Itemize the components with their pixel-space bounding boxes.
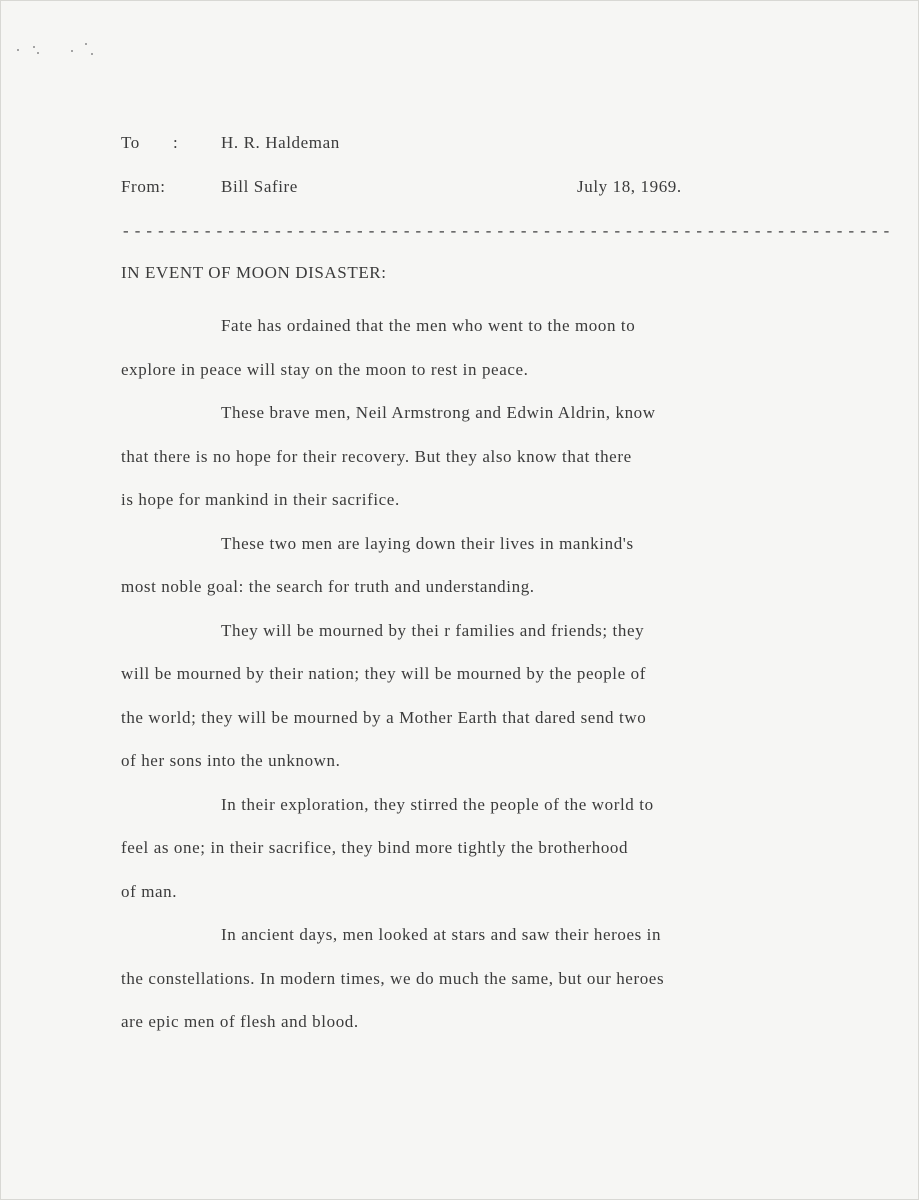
memo-heading: IN EVENT OF MOON DISASTER: (121, 263, 387, 282)
to-recipient: H. R. Haldeman (221, 133, 340, 152)
text-line: In their exploration, they stirred the people of the world to (221, 794, 654, 814)
separator-line: ------------------------------------------------------------------ (121, 223, 894, 241)
text-line: the world; they will be mourned by a Mother Earth that dared send two (121, 707, 647, 727)
to-colon: : (173, 133, 179, 152)
to-line (121, 133, 340, 153)
paragraph-5 (121, 783, 841, 914)
text-line: In ancient days, men looked at stars and saw their heroes in (221, 925, 662, 944)
text-line: These brave men, Neil Armstrong and Edwin Aldrin, know (221, 403, 656, 422)
text-line: Fate has ordained that the men who went to the moon to (221, 316, 636, 335)
from-label: From: (121, 177, 166, 196)
text-line: are epic men of flesh and blood. (121, 1012, 359, 1031)
text-line: of man. (121, 881, 178, 901)
text-line: is hope for mankind in their sacrifice. (121, 490, 400, 509)
paper-specks (15, 41, 105, 61)
text-line: explore in peace will stay on the moon to rest in peace. (121, 359, 529, 379)
text-line: They will be mourned by thei r families and friends; they (221, 620, 645, 640)
text-line: of her sons into the unknown. (121, 751, 341, 770)
from-line (121, 177, 298, 197)
paragraph-6 (121, 913, 841, 1044)
text-line: most noble goal: the search for truth and understanding. (121, 577, 535, 596)
memo-date: July 18, 1969. (577, 177, 682, 196)
text-line: These two men are laying down their lives in mankind's (221, 533, 634, 553)
paragraph-3 (121, 522, 841, 609)
text-line: that there is no hope for their recovery. But they also know that there (121, 446, 632, 466)
from-sender: Bill Safire (221, 177, 298, 196)
memo-body (121, 304, 841, 1044)
text-line: the constellations. In modern times, we do much the same, but our heroes (121, 968, 665, 988)
paragraph-1 (121, 304, 841, 391)
paragraph-2 (121, 391, 841, 522)
paragraph-4 (121, 609, 841, 783)
to-label: To (121, 133, 140, 152)
text-line: feel as one; in their sacrifice, they bind more tightly the brotherhood (121, 838, 629, 857)
text-line: will be mourned by their nation; they will be mourned by the people of (121, 664, 646, 683)
